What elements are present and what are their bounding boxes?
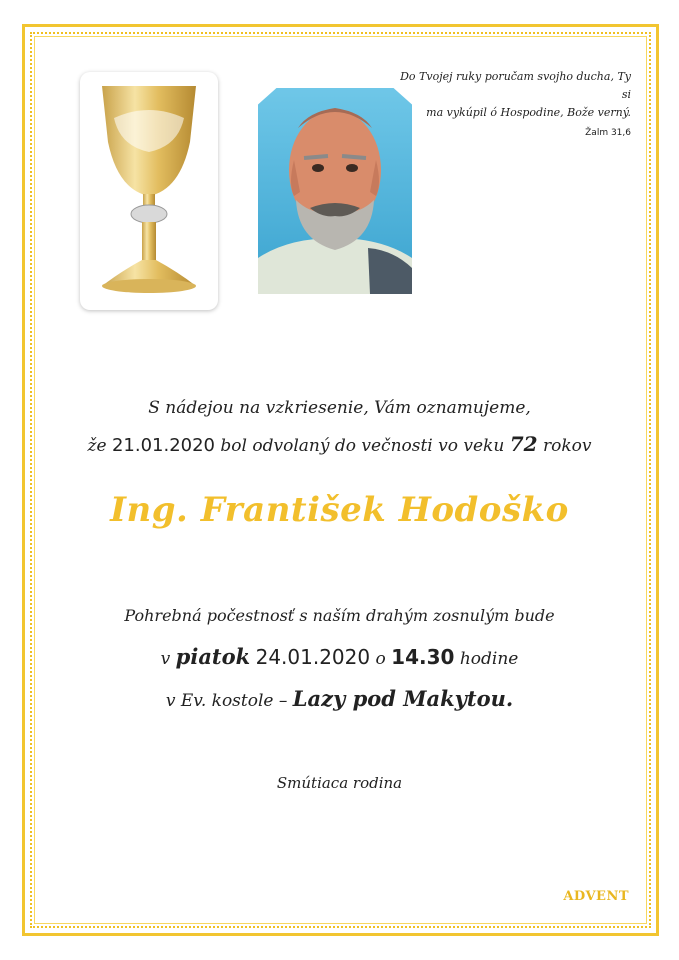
- announcement-line-1: S nádejou na vzkriesenie, Vám oznamujeme,: [148, 398, 531, 418]
- quote-line-2: ma vykúpil ó Hospodine, Bože verný.: [426, 106, 631, 119]
- death-date: 21.01.2020: [111, 435, 216, 456]
- quote-line-1: Do Tvojej ruky poručam svojho ducha, Ty si: [400, 70, 631, 101]
- funeral-place: Lazy pod Makytou.: [292, 686, 514, 711]
- quote-reference: Žalm 31,6: [585, 128, 631, 138]
- funeral-time-suffix: hodine: [459, 649, 519, 669]
- announcement-line-2: [0, 432, 679, 456]
- announcement-middle: bol odvolaný do večnosti vo veku: [220, 436, 505, 456]
- announcement-suffix: rokov: [542, 436, 592, 456]
- funeral-day: piatok: [175, 644, 251, 669]
- deceased-name: Ing. František Hodoško: [110, 490, 569, 530]
- announcement-prefix: že: [87, 436, 107, 456]
- funeral-date-line: [0, 644, 679, 669]
- portrait-photo: [258, 88, 412, 294]
- psalm-quote: [391, 68, 631, 142]
- brand-logo: ADVENT: [563, 889, 629, 904]
- funeral-time-prefix: o: [375, 649, 386, 669]
- signature: Smútiaca rodina: [276, 774, 403, 792]
- funeral-place-prefix: v Ev. kostole –: [165, 691, 288, 711]
- funeral-date: 24.01.2020: [255, 645, 371, 669]
- funeral-prefix: v: [160, 649, 171, 669]
- funeral-place-line: [0, 686, 679, 711]
- chalice-image: [80, 72, 218, 310]
- funeral-line-1: Pohrebná počestnosť s naším drahým zosnulým bude: [124, 606, 555, 625]
- age-value: 72: [509, 432, 538, 456]
- funeral-time: 14.30: [391, 645, 455, 669]
